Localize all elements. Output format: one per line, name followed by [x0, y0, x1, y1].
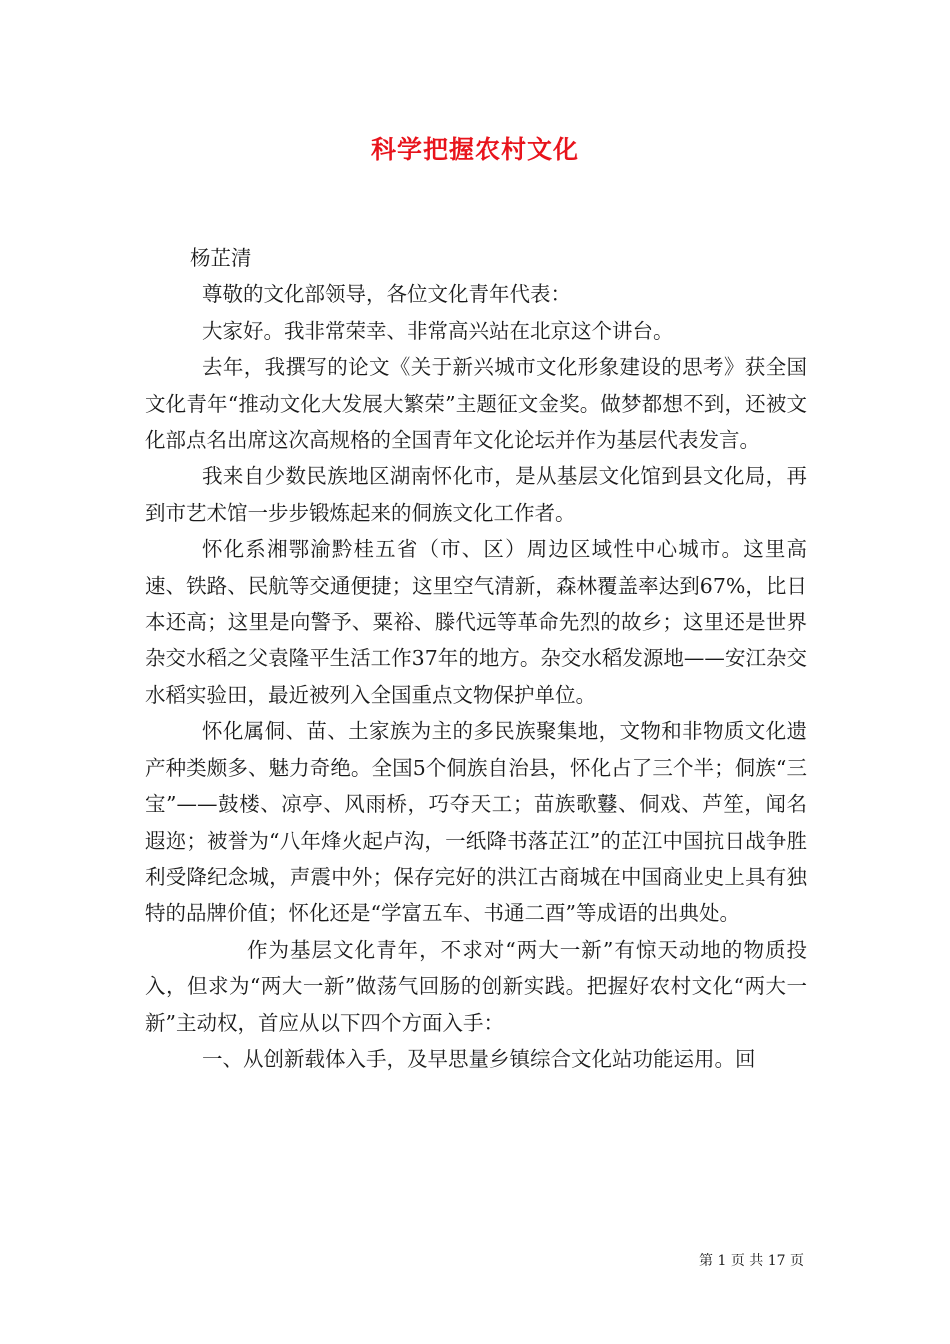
author-name: 杨芷清 — [190, 246, 252, 270]
paragraph-greeting: 大家好。我非常荣幸、非常高兴站在北京这个讲台。 — [202, 318, 674, 343]
paragraph: 去年，我撰写的论文《关于新兴城市文化形象建设的思考》获全国文化青年“推动文化大发展大繁荣”主题征文金奖。做梦都想不到，还被文化部点名出席这次高规格的全国青年文化论坛并作为基层代表发言。 — [145, 355, 807, 453]
paragraph: 怀化系湘鄂渝黔桂五省（市、区）周边区域性中心城市。这里高速、铁路、民航等交通便捷；这里空气清新，森林覆盖率达到67%，比日本还高；这里是向警予、粟裕、滕代远等革命先烈的故乡；这里还是世界杂交水稻之父袁隆平生活工作37年的地方。杂交水稻发源地——安江杂交水稻实验田，最近被列入全国重点文物保护单位。 — [145, 537, 807, 707]
page-number: 第 1 页 共 17 页 — [699, 1253, 804, 1269]
paragraph: 我来自少数民族地区湖南怀化市，是从基层文化馆到县文化局，再到市艺术馆一步步锻炼起来的侗族文化工作者。 — [145, 464, 807, 525]
document-title: 科学把握农村文化 — [370, 135, 579, 164]
paragraph: 怀化属侗、苗、土家族为主的多民族聚集地，文物和非物质文化遗产种类颇多、魅力奇绝。全国5个侗族自治县，怀化占了三个半；侗族“三宝”——鼓楼、凉亭、风雨桥，巧夺天工；苗族歌鼟、侗戏、芦笙，闻名遐迩；被誉为“八年烽火起卢沟，一纸降书落芷江”的芷江中国抗日战争胜利受降纪念城，声震中外；保存完好的洪江古商城在中国商业史上具有独特的品牌价值；怀化还是“学富五车、书通二酉”等成语的出典处。 — [145, 719, 807, 926]
paragraph: 一、从创新载体入手，及早思量乡镇综合文化站功能运用。回 — [202, 1046, 756, 1071]
paragraph: 作为基层文化青年，不求对“两大一新”有惊天动地的物质投入，但求为“两大一新”做荡气回肠的创新实践。把握好农村文化“两大一新”主动权，首应从以下四个方面入手： — [145, 937, 807, 1035]
document-body — [145, 240, 807, 1077]
paragraph-salutation: 尊敬的文化部领导，各位文化青年代表： — [202, 282, 571, 307]
